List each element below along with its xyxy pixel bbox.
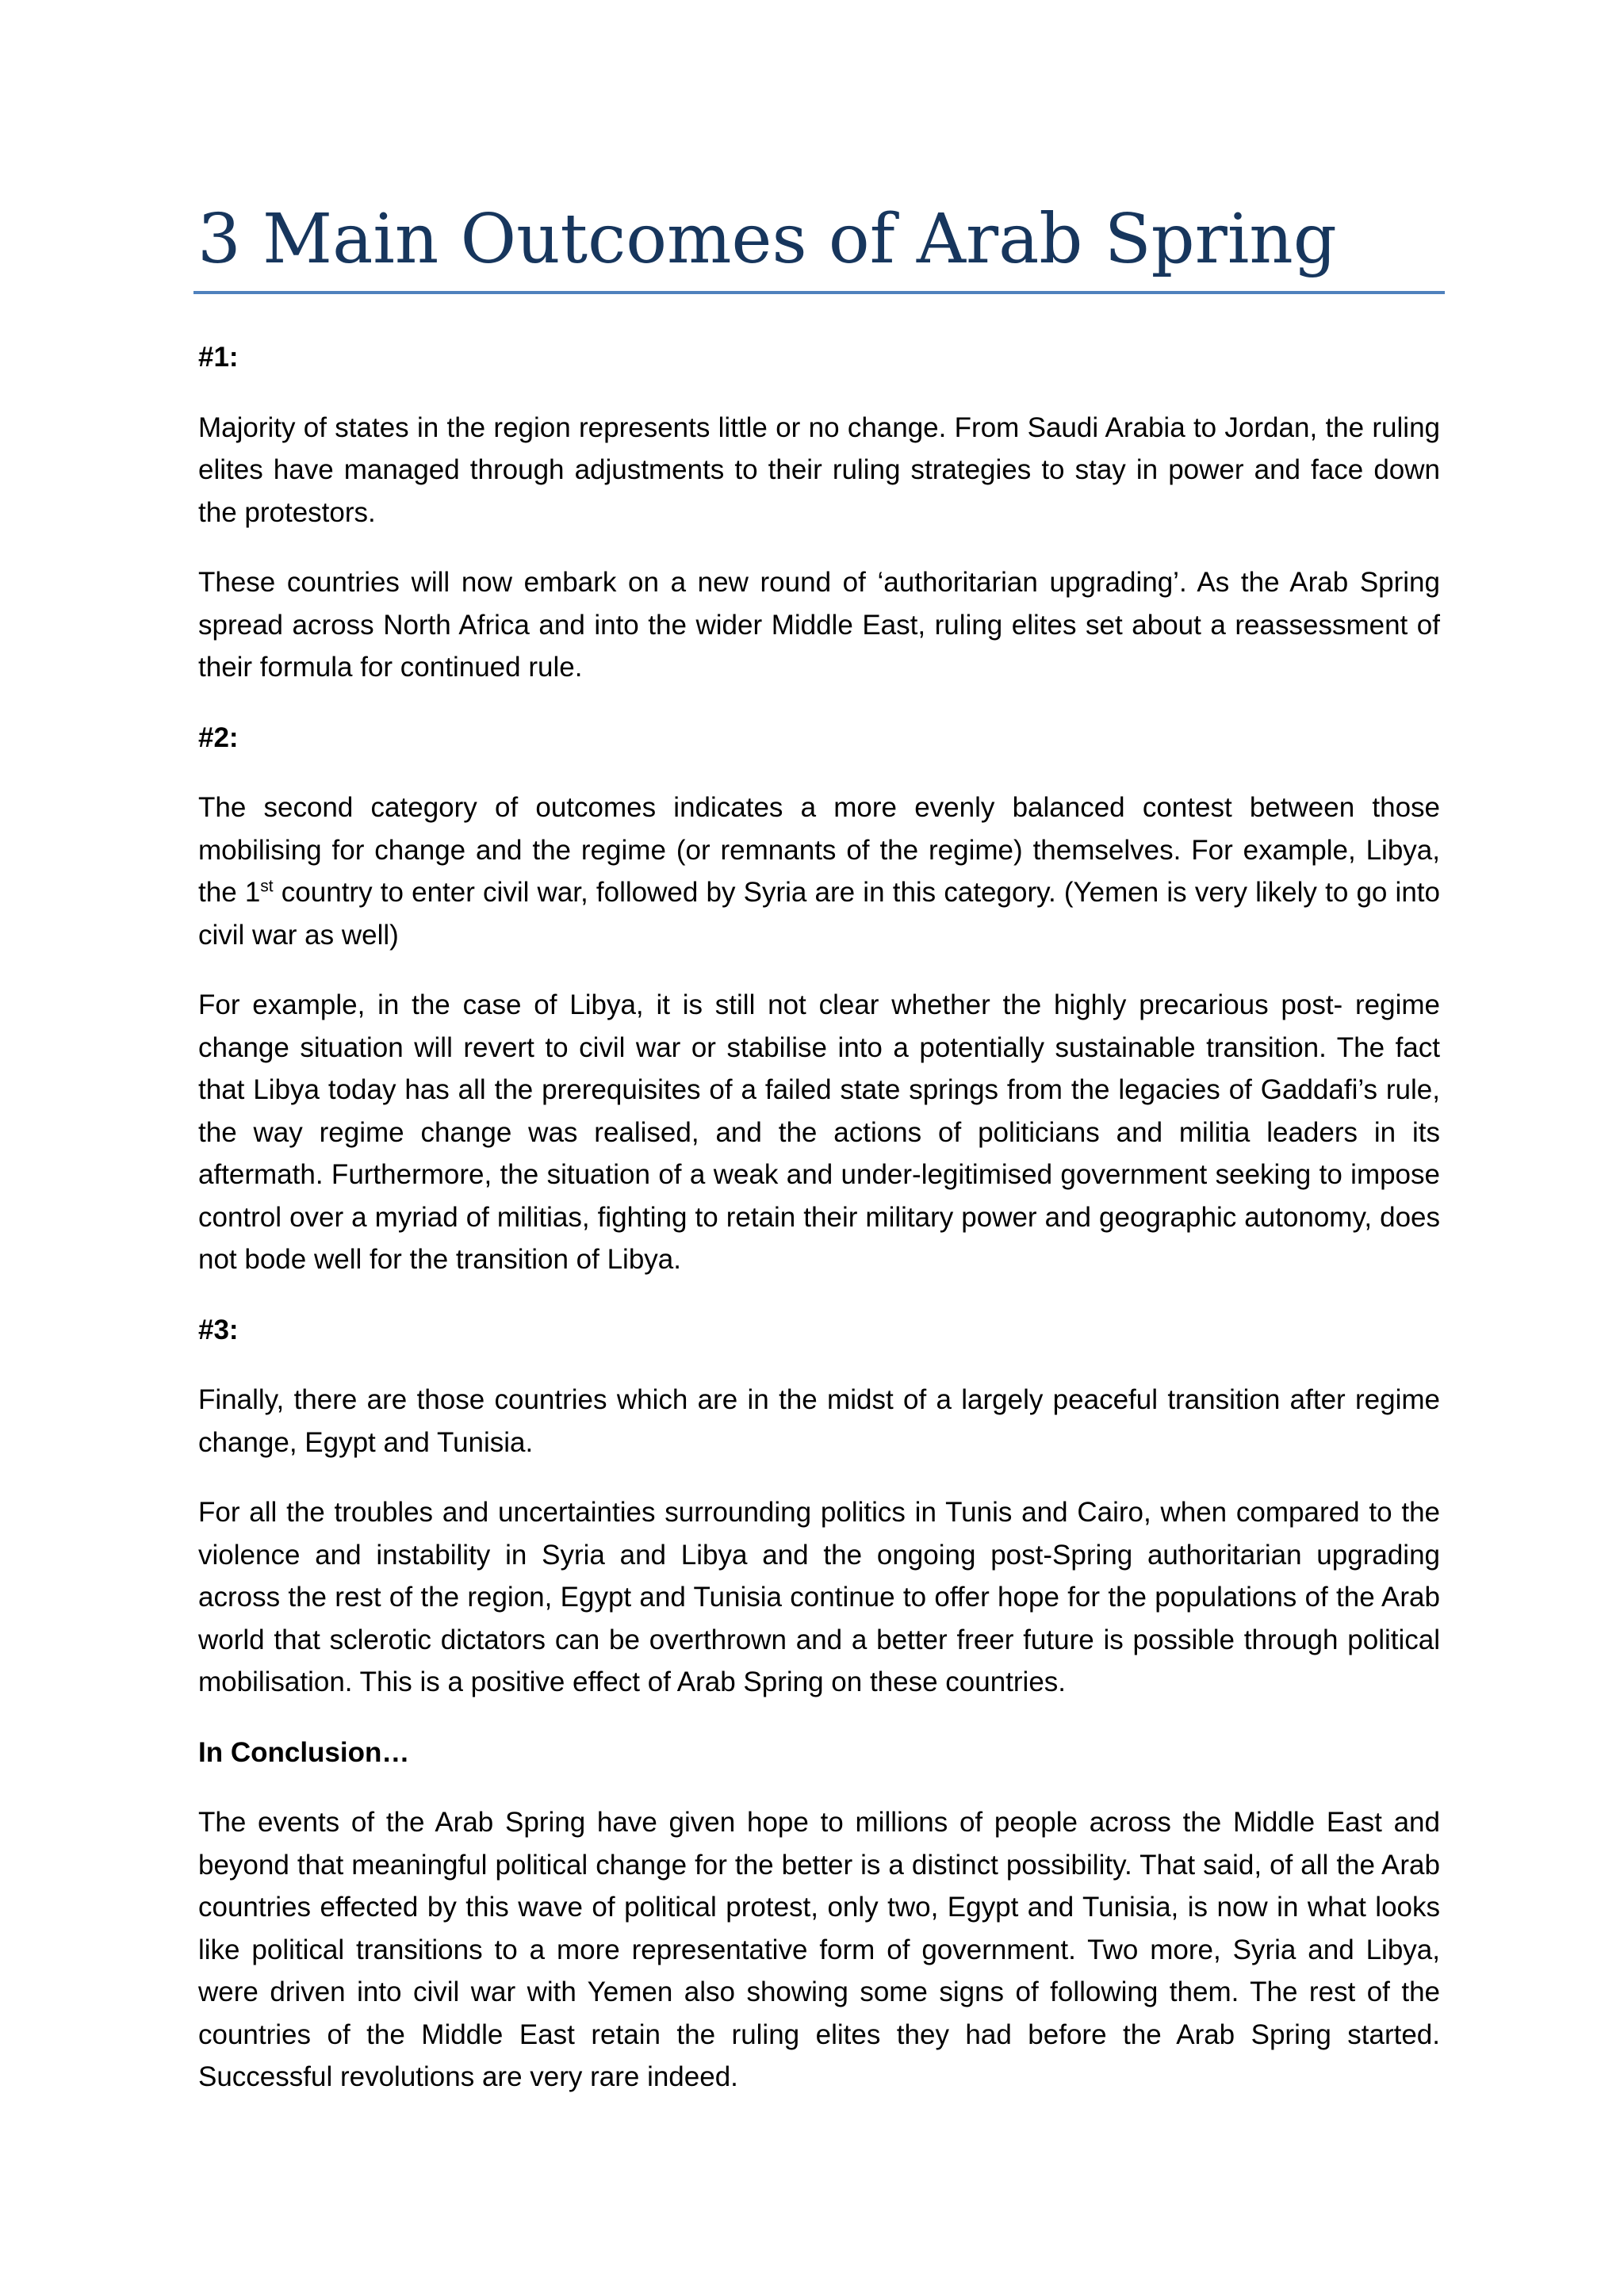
title-underline-rule	[193, 291, 1445, 294]
conclusion-paragraph: The events of the Arab Spring have given hope to millions of people across the Middle East and beyond that meaningful political change for the better is a distinct possibility. That said, of all the Arab countries effected by this wave of political protest, only two, Egypt and Tunisia, is now in what looks like political transitions to a more representative form of government. Two more, Syria and Libya, were driven into civil war with Yemen also showing some signs of following them. The rest of the countries of the Middle East retain the ruling elites they had before the Arab Spring started. Successful revolutions are very rare indeed.	[198, 1807, 1440, 2092]
section-2-paragraph-1	[198, 786, 1440, 956]
section-3-paragraph-1: Finally, there are those countries which are in the midst of a largely peaceful transition after regime change, Egypt and Tunisia.	[198, 1384, 1440, 1458]
section-2-paragraph-1-text-a: The second category of outcomes indicates a more evenly balanced contest between those mobilising for change and the regime (or remnants of the regime) themselves. For example, Libya, the 1	[198, 792, 1440, 908]
section-2-heading: #2:	[198, 721, 239, 753]
ordinal-superscript: st	[260, 877, 274, 896]
section-3-heading: #3:	[198, 1314, 239, 1345]
section-2-paragraph-2: For example, in the case of Libya, it is still not clear whether the highly precarious post- regime change situation will revert to civil war or stabilise into a potentially sustainable transition. The fact that Libya today has all the prerequisites of a failed state springs from the legacies of Gaddafi’s rule, the way regime change was realised, and the actions of politicians and militia leaders in its aftermath. Furthermore, the situation of a weak and under-legitimised government seeking to impose control over a myriad of militias, fighting to retain their military power and geographic autonomy, does not bode well for the transition of Libya.	[198, 989, 1440, 1275]
section-1-paragraph-1: Majority of states in the region represents little or no change. From Saudi Arabia to Jordan, the ruling elites have managed through adjustments to their ruling strategies to stay in power and face down the protestors.	[198, 411, 1440, 528]
section-1-paragraph-2: These countries will now embark on a new round of ‘authoritarian upgrading’. As the Arab Spring spread across North Africa and into the wider Middle East, ruling elites set about a reassessment of their formula for continued rule.	[198, 567, 1440, 683]
conclusion-heading: In Conclusion…	[198, 1736, 410, 1768]
document-title: 3 Main Outcomes of Arab Spring	[197, 200, 1337, 279]
section-2-paragraph-1-text-b: country to enter civil war, followed by Syria are in this category. (Yemen is very likely to go into civil war as well)	[198, 877, 1440, 951]
section-1-heading: #1:	[198, 342, 239, 373]
section-3-paragraph-2: For all the troubles and uncertainties surrounding politics in Tunis and Cairo, when compared to the violence and instability in Syria and Libya and the ongoing post-Spring authoritarian upgrading across the rest of the region, Egypt and Tunisia continue to offer hope for the populations of the Arab world that sclerotic dictators can be overthrown and a better freer future is possible through political mobilisation. This is a positive effect of Arab Spring on these countries.	[198, 1497, 1440, 1697]
document-body	[198, 336, 1440, 2126]
